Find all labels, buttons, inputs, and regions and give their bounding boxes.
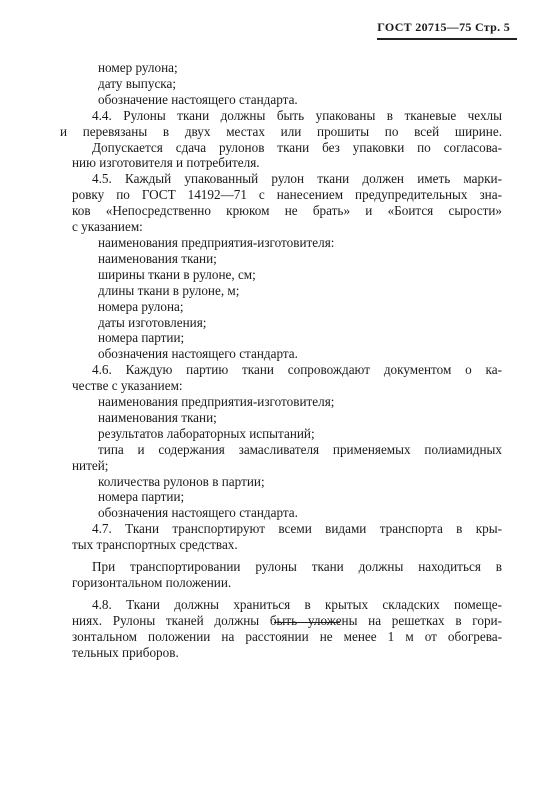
text-line: дату выпуска; — [98, 75, 177, 91]
text-line: горизонтальном положении. — [72, 575, 232, 590]
text-line: ниях. Рулоны тканей должны быть уложены на решетках в гори- — [72, 612, 502, 628]
text-line: 4.8. Ткани должны храниться в крытых складских помеще- — [92, 596, 502, 612]
text-line: номер рулона; — [98, 60, 178, 75]
header-rule — [377, 38, 517, 40]
text-line: тых транспортных средствах. — [72, 537, 238, 553]
text-line: ширины ткани в рулоне, см; — [98, 266, 256, 282]
document-body — [60, 60, 502, 661]
text-line: наименования предприятия-изготовителя: — [98, 234, 335, 250]
text-line: с указанием: — [72, 219, 143, 235]
text-line: количества рулонов в партии; — [98, 473, 265, 489]
text-line: зонтальном положении на расстоянии не менее 1 м от обогрева- — [72, 628, 502, 644]
text-line: номера партии; — [98, 489, 185, 505]
text-line: наименования предприятия-изготовителя; — [98, 394, 335, 410]
text-line: наименования ткани; — [98, 409, 217, 425]
text-line: типа и содержания замасливателя применяемых полиамидных — [98, 441, 502, 457]
text-line: нитей; — [72, 457, 109, 473]
text-line: обозначения настоящего стандарта. — [98, 346, 298, 362]
end-rule — [274, 622, 340, 623]
text-line: честве с указанием: — [72, 378, 183, 394]
text-line: тельных приборов. — [72, 644, 179, 660]
text-line: 4.7. Ткани транспортируют всеми видами транспорта в кры- — [92, 521, 502, 537]
text-line: результатов лабораторных испытаний; — [98, 425, 315, 441]
text-line: нию изготовителя и потребителя. — [72, 155, 260, 171]
text-line: ровку по ГОСТ 14192—71 с нанесением предупредительных зна- — [72, 187, 502, 203]
text-line: и перевязаны в двух местах или прошиты по всей ширине. — [60, 123, 502, 139]
text-line: 4.6. Каждую партию ткани сопровождают документом о ка- — [92, 362, 502, 378]
text-line: Допускается сдача рулонов ткани без упаковки по согласова- — [92, 139, 502, 155]
text-line: 4.5. Каждый упакованный рулон ткани должен иметь марки- — [92, 171, 502, 187]
text-line: обозначения настоящего стандарта. — [98, 505, 298, 521]
text-line: длины ткани в рулоне, м; — [98, 282, 240, 298]
text-line: даты изготовления; — [98, 314, 207, 330]
page-header: ГОСТ 20715—75 Стр. 5 — [377, 20, 510, 34]
text-line: При транспортировании рулоны ткани должны находиться в — [92, 559, 502, 575]
text-line: ков «Непосредственно крюком не брать» и «Боится сырости» — [72, 203, 502, 219]
text-line: номера партии; — [98, 330, 185, 346]
text-line: обозначение настоящего стандарта. — [98, 91, 298, 107]
text-line: 4.4. Рулоны ткани должны быть упакованы в тканевые чехлы — [92, 107, 502, 123]
text-line: наименования ткани; — [98, 250, 217, 266]
text-line: номера рулона; — [98, 298, 184, 314]
